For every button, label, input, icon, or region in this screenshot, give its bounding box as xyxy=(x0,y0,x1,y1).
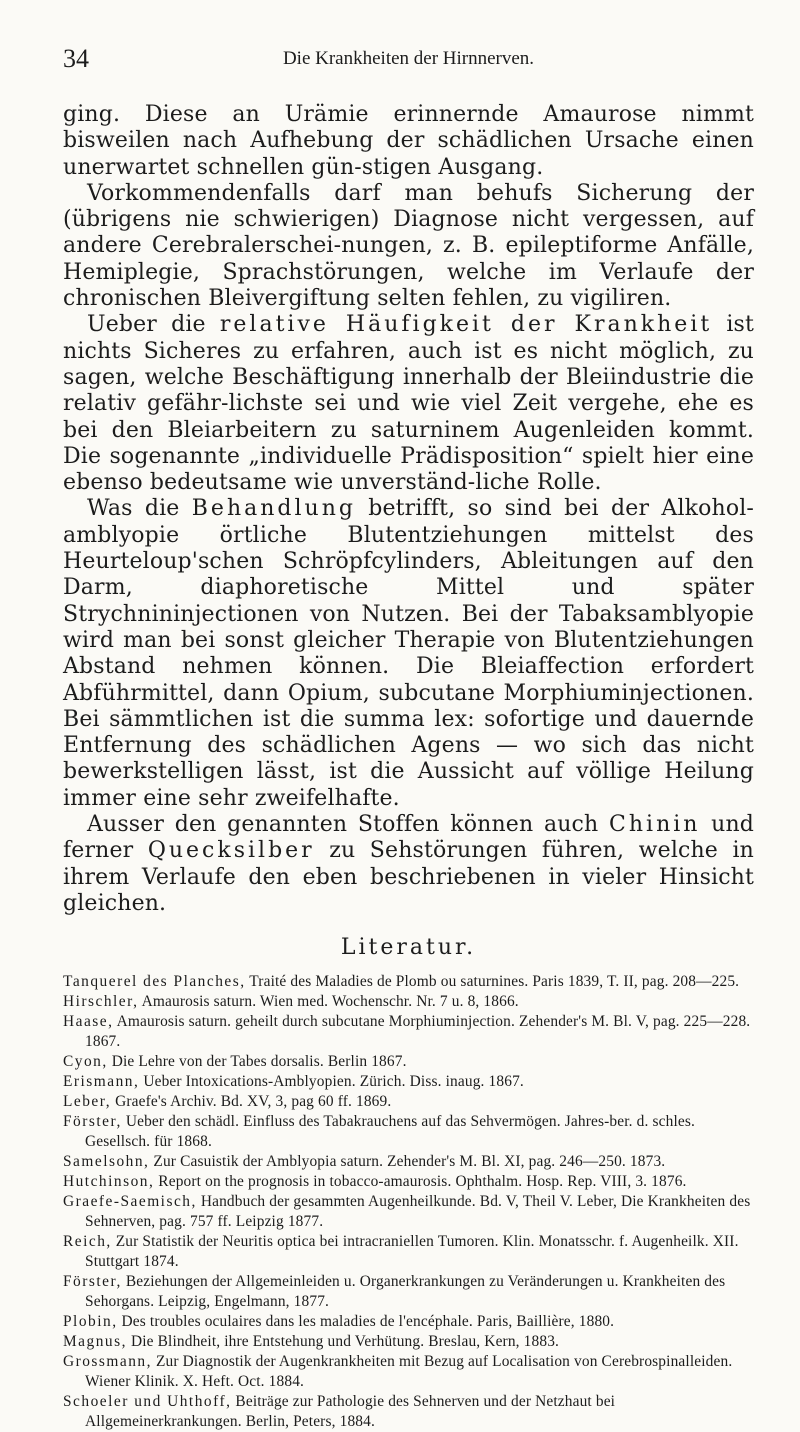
reference-author: Magnus, xyxy=(63,1332,127,1350)
paragraph-text: und ferner xyxy=(63,812,755,864)
reference-item xyxy=(63,1152,754,1172)
reference-item xyxy=(63,1052,754,1072)
paragraph-text: Was die xyxy=(87,496,192,522)
page-header xyxy=(63,44,754,84)
reference-text: Report on the prognosis in tobacco-amaurosis. Ophthalm. Hosp. Rep. VIII, 3. 1876. xyxy=(154,1172,687,1190)
reference-text: Traité des Maladies de Plomb ou saturnines. Paris 1839, T. II, pag. 208—225. xyxy=(245,972,740,990)
reference-text: Amaurosis saturn. geheilt durch subcutane Morphiuminjection. Zehender's M. Bl. V, pag. 225—228. 1867. xyxy=(85,1012,751,1050)
reference-author: Erismann, xyxy=(63,1072,140,1090)
reference-item xyxy=(63,1272,754,1312)
paragraph-text: ist nichts Sicheres zu erfahren, auch ist es nicht möglich, zu sagen, welche Beschäftigung innerhalb der Bleiindustrie die relativ gefähr-lichste sei und wie viel Zeit vergehe, ehe es bei den Bleiarbeitern zu saturninem Augenleiden kommt. Die sogenannte „individuelle Prädisposition“ spielt hier eine ebenso bedeutsame wie unverständ-liche Rolle. xyxy=(63,312,754,496)
reference-author: Leber, xyxy=(63,1092,112,1110)
reference-author: Hirschler, xyxy=(63,992,139,1010)
paragraph-text: betrifft, so sind bei der Alkohol-amblyopie örtliche Blutentziehungen mittelst des Heurteloup'schen Schröpfcylinders, Ableitungen auf den Darm, diaphoretische Mittel und später Strychnininjectionen von Nutzen. Bei der Tabaksamblyopie wird man bei sonst gleicher Therapie von Blutentziehungen Abstand nehmen können. Die Bleiaffection erfordert Abführmittel, dann Opium, subcutane Morphiuminjectionen. Bei sämmtlichen ist die summa lex: sofortige und dauernde Entfernung des schädlichen Agens — wo sich das nicht bewerkstelligen lässt, ist die Aussicht auf völlige Heilung immer eine sehr zweifelhafte. xyxy=(63,496,754,811)
reference-item xyxy=(63,1012,754,1052)
reference-text: Die Blindheit, ihre Entstehung und Verhütung. Breslau, Kern, 1883. xyxy=(126,1332,560,1350)
reference-item xyxy=(63,972,754,992)
reference-author: Schoeler und Uhthoff, xyxy=(63,1392,232,1410)
reference-author: Grossmann, xyxy=(63,1352,152,1370)
reference-author: Hutchinson, xyxy=(63,1172,155,1190)
paragraph-text: ging. Diese an Urämie erinnernde Amaurose nimmt bisweilen nach Aufhebung der schädlichen Ursache einen unerwartet schnellen gün-stigen Ausgang. xyxy=(63,102,754,180)
reference-item xyxy=(63,1332,754,1352)
paragraph-text: Ueber die xyxy=(87,312,220,338)
reference-author: Tanquerel des Planches, xyxy=(63,972,246,990)
paragraph-text: zu Sehstörungen führen, welche in ihrem Verlaufe den eben beschriebenen in vieler Hinsicht gleichen. xyxy=(63,838,754,916)
reference-text: Ueber den schädl. Einfluss des Tabakrauchens auf das Sehvermögen. Jahres-ber. d. schles. Gesellsch. für 1868. xyxy=(85,1112,695,1150)
running-title: Die Krankheiten der Hirnnerven. xyxy=(282,48,535,69)
reference-author: Plobin, xyxy=(63,1312,118,1330)
paragraph-text: Vorkommendenfalls darf man behufs Sicherung der (übrigens nie schwierigen) Diagnose nicht vergessen, auf andere Cerebralerschei-nungen, z. B. epileptiforme Anfälle, Hemiplegie, Sprachstörungen, welche im Verlaufe der chronischen Bleivergiftung selten fehlen, zu vigiliren. xyxy=(63,180,754,312)
emphasis-text: Behandlung xyxy=(191,496,356,522)
reference-author: Graefe-Saemisch, xyxy=(63,1192,197,1210)
reference-author: Förster, xyxy=(63,1112,122,1130)
page-number: 34 xyxy=(63,44,89,73)
reference-text: Des troubles oculaires dans les maladies de l'encéphale. Paris, Baillière, 1880. xyxy=(117,1312,615,1330)
reference-author: Samelsohn, xyxy=(63,1152,150,1170)
reference-item xyxy=(63,1192,754,1232)
reference-text: Beziehungen der Allgemeinleiden u. Organerkrankungen zu Veränderungen u. Krankheiten des Sehorgans. Leipzig, Engelmann, 1877. xyxy=(85,1272,726,1310)
reference-item xyxy=(63,1092,754,1112)
emphasis-text: Quecksilber xyxy=(147,838,315,864)
reference-item xyxy=(63,1172,754,1192)
paragraph xyxy=(63,496,754,812)
reference-author: Haase, xyxy=(63,1012,114,1030)
reference-text: Zur Diagnostik der Augenkrankheiten mit Bezug auf Localisation von Cerebrospinalleiden. Wiener Klinik. X. Heft. Oct. 1884. xyxy=(85,1352,733,1390)
reference-text: Zur Statistik der Neuritis optica bei intracraniellen Tumoren. Klin. Monatsschr. f. Augenheilk. XII. Stuttgart 1874. xyxy=(85,1232,739,1270)
reference-item xyxy=(63,992,754,1012)
paragraph xyxy=(63,181,754,312)
reference-author: Reich, xyxy=(63,1232,112,1250)
reference-list xyxy=(63,972,754,1432)
reference-text: Graefe's Archiv. Bd. XV, 3, pag 60 ff. 1869. xyxy=(111,1092,392,1110)
emphasis-text: relative Häufigkeit der Krankheit xyxy=(219,312,713,338)
paragraph xyxy=(63,102,754,181)
reference-item xyxy=(63,1352,754,1392)
reference-text: Die Lehre von der Tabes dorsalis. Berlin 1867. xyxy=(107,1052,407,1070)
reference-text: Amaurosis saturn. Wien med. Wochenschr. Nr. 7 u. 8, 1866. xyxy=(138,992,519,1010)
body-text xyxy=(63,102,754,1432)
reference-text: Zur Casuistik der Amblyopia saturn. Zehender's M. Bl. XI, pag. 246—250. 1873. xyxy=(149,1152,666,1170)
reference-text: Handbuch der gesammten Augenheilkunde. Bd. V, Theil V. Leber, Die Krankheiten des Sehnerven, pag. 757 ff. Leipzig 1877. xyxy=(85,1192,751,1230)
reference-item xyxy=(63,1312,754,1332)
reference-text: Ueber Intoxications-Amblyopien. Zürich. Diss. inaug. 1867. xyxy=(139,1072,524,1090)
literature-heading: Literatur. xyxy=(340,935,477,961)
reference-text: Beiträge zur Pathologie des Sehnerven und der Netzhaut bei Allgemeinerkrankungen. Berlin, Peters, 1884. xyxy=(85,1392,616,1430)
reference-author: Cyon, xyxy=(63,1052,108,1070)
reference-item xyxy=(63,1112,754,1152)
reference-author: Förster, xyxy=(63,1272,122,1290)
reference-item xyxy=(63,1392,754,1432)
reference-item xyxy=(63,1072,754,1092)
reference-item xyxy=(63,1232,754,1272)
paragraph-text: Ausser den genannten Stoffen können auch xyxy=(87,812,610,838)
paragraph xyxy=(63,312,754,496)
emphasis-text: Chinin xyxy=(609,812,701,838)
paragraph xyxy=(63,812,754,917)
